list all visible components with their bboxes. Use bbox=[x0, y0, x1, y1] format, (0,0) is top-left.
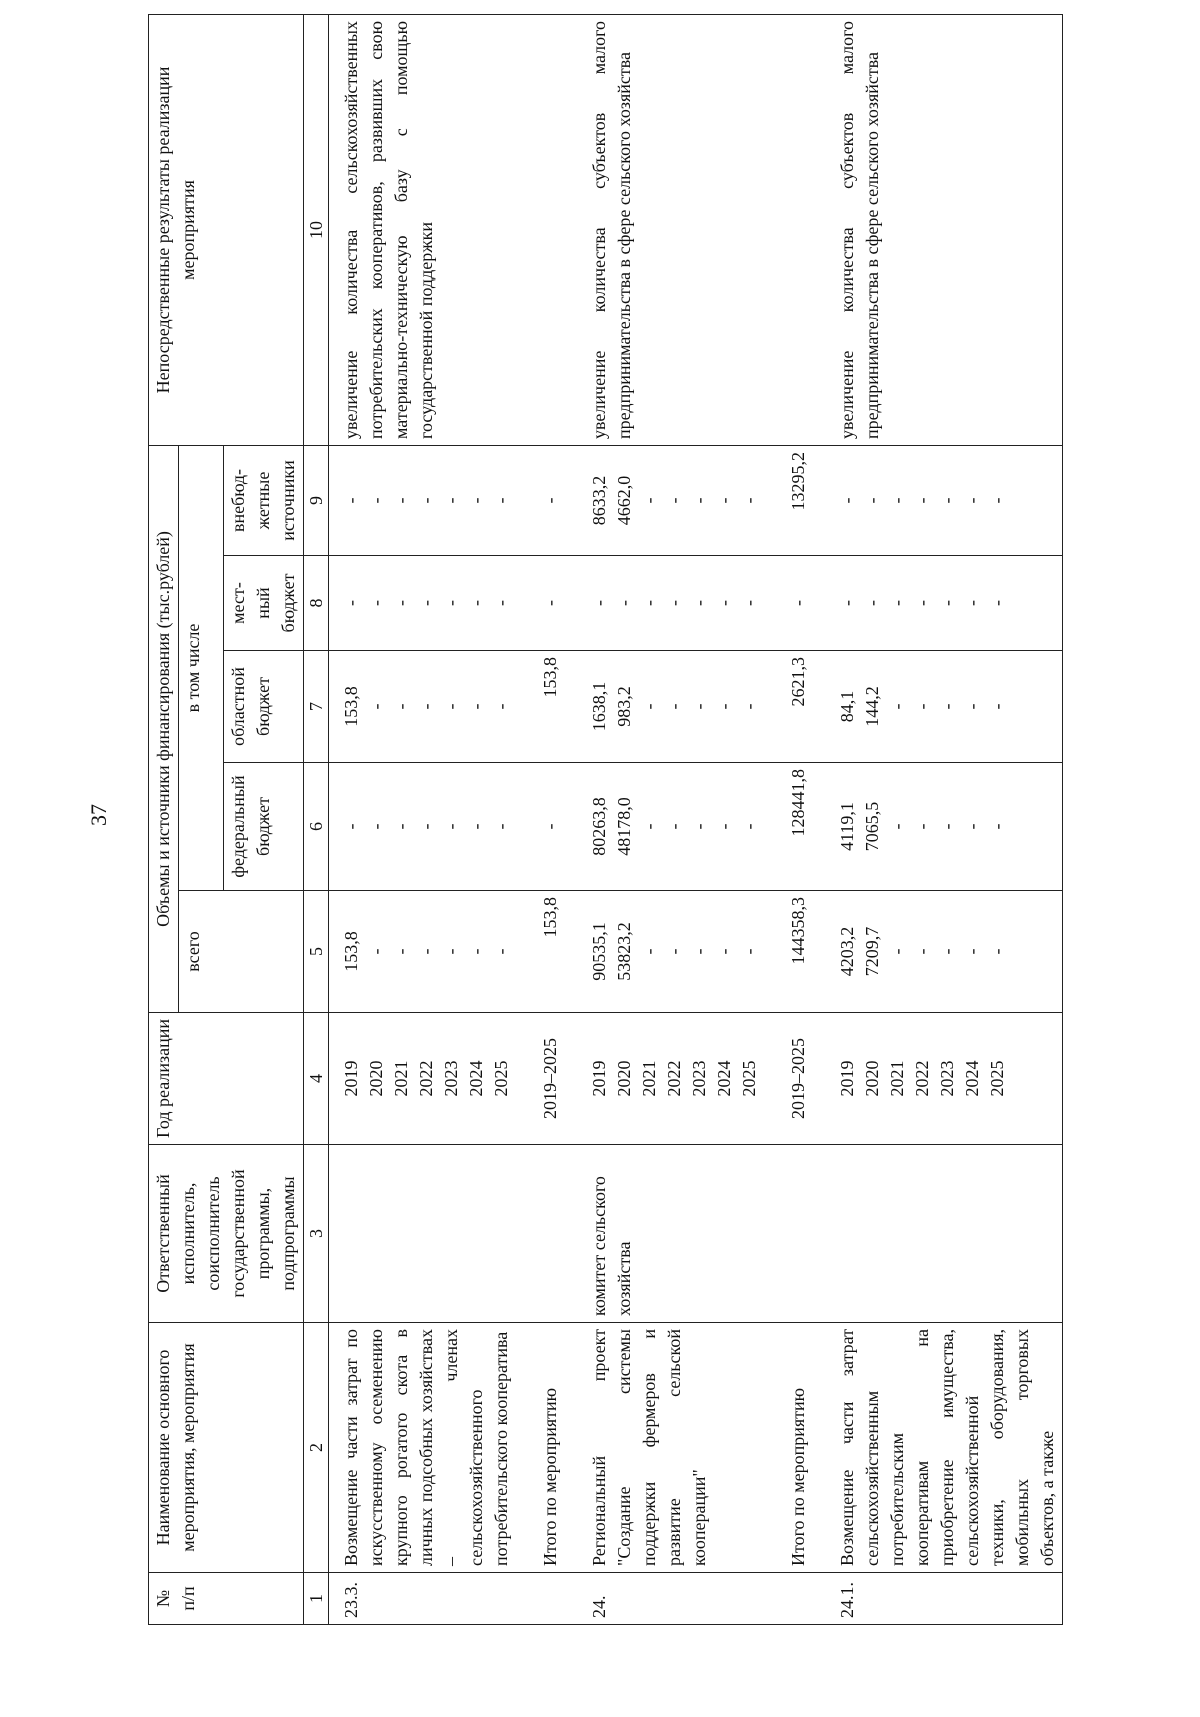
row-local: - - - - - - - bbox=[565, 556, 764, 651]
header-total: всего bbox=[179, 891, 304, 1013]
row-federal: 80263,8 48178,0 - - - - - bbox=[565, 763, 764, 891]
row-name: Итого по мероприятию bbox=[764, 1323, 813, 1573]
col-number: 10 bbox=[304, 14, 329, 445]
row-num bbox=[764, 1573, 813, 1625]
table-row bbox=[764, 14, 813, 1624]
col-number: 2 bbox=[304, 1323, 329, 1573]
row-extrabudget: 8633,2 4662,0 - - - - - bbox=[565, 445, 764, 555]
row-responsible bbox=[516, 1145, 565, 1323]
col-number: 9 bbox=[304, 445, 329, 555]
row-total: 153,8 bbox=[516, 891, 565, 1013]
row-num: 24.1. bbox=[813, 1573, 1063, 1625]
header-year: Год реализации bbox=[149, 1013, 304, 1145]
row-local: - - - - - - - bbox=[329, 556, 517, 651]
row-result: увеличение количества субъектов малого предпринимательства в сфере сельского хозяйства bbox=[565, 14, 764, 445]
header-including: в том числе bbox=[179, 445, 224, 890]
row-local: - - - - - - - bbox=[813, 556, 1063, 651]
row-federal: 4119,1 7065,5 - - - - - bbox=[813, 763, 1063, 891]
row-extrabudget: - - - - - - - bbox=[329, 445, 517, 555]
row-result bbox=[764, 14, 813, 445]
row-federal: 128441,8 bbox=[764, 763, 813, 891]
col-number: 8 bbox=[304, 556, 329, 651]
row-extrabudget: - bbox=[516, 445, 565, 555]
header-regional: областной бюджет bbox=[224, 651, 304, 763]
row-name: Итого по мероприятию bbox=[516, 1323, 565, 1573]
header-num: № п/п bbox=[149, 1573, 304, 1625]
row-years: 2019–2025 bbox=[764, 1013, 813, 1145]
row-result: увеличение количества сельскохозяйственных потребительских кооперативов, развивших свою материально-техническую базу с помощью государственной поддержки bbox=[329, 14, 517, 445]
row-name: Возмещение части затрат сельскохозяйственным потребительским кооперативам на приобретение имущества, сельскохозяйственной техники, оборудования, мобильных торговых объектов, а также bbox=[813, 1323, 1063, 1573]
row-years: 2019 2020 2021 2022 2023 2024 2025 bbox=[329, 1013, 517, 1145]
row-local: - bbox=[764, 556, 813, 651]
table-row bbox=[329, 14, 517, 1624]
header-result: Непосредственные результаты реализации мероприятия bbox=[149, 14, 304, 445]
col-number: 5 bbox=[304, 891, 329, 1013]
row-federal: - bbox=[516, 763, 565, 891]
col-number: 7 bbox=[304, 651, 329, 763]
header-responsible: Ответственный исполнитель, соисполнитель государственной программы, подпрограммы bbox=[149, 1145, 304, 1323]
table-row bbox=[813, 14, 1063, 1624]
header-name: Наименование основного мероприятия, мероприятия bbox=[149, 1323, 304, 1573]
row-local: - bbox=[516, 556, 565, 651]
row-num: 24. bbox=[565, 1573, 764, 1625]
row-years: 2019–2025 bbox=[516, 1013, 565, 1145]
row-result: увеличение количества субъектов малого предпринимательства в сфере сельского хозяйства bbox=[813, 14, 1063, 445]
row-result bbox=[516, 14, 565, 445]
row-years: 2019 2020 2021 2022 2023 2024 2025 bbox=[813, 1013, 1063, 1145]
rotated-sheet bbox=[148, 15, 1148, 1625]
row-extrabudget: 13295,2 bbox=[764, 445, 813, 555]
row-extrabudget: - - - - - - - bbox=[813, 445, 1063, 555]
table-row bbox=[565, 14, 764, 1624]
row-total: 4203,2 7209,7 - - - - - bbox=[813, 891, 1063, 1013]
row-num bbox=[516, 1573, 565, 1625]
row-years: 2019 2020 2021 2022 2023 2024 2025 bbox=[565, 1013, 764, 1145]
row-name: Возмещение части затрат по искусственному осеменению крупного рогатого скота в личных подсобных хозяйствах – членах сельскохозяйственного потребительского кооператива bbox=[329, 1323, 517, 1573]
table-row bbox=[516, 14, 565, 1624]
page-number: 37 bbox=[86, 804, 111, 826]
row-responsible bbox=[813, 1145, 1063, 1323]
row-total: 144358,3 bbox=[764, 891, 813, 1013]
row-responsible bbox=[764, 1145, 813, 1323]
header-local: мест- ный бюджет bbox=[224, 556, 304, 651]
header-federal: федеральный бюджет bbox=[224, 763, 304, 891]
row-num: 23.3. bbox=[329, 1573, 517, 1625]
col-number: 4 bbox=[304, 1013, 329, 1145]
financing-table bbox=[148, 14, 1063, 1625]
row-regional: 153,8 bbox=[516, 651, 565, 763]
col-number: 6 bbox=[304, 763, 329, 891]
row-regional: 2621,3 bbox=[764, 651, 813, 763]
col-number: 3 bbox=[304, 1145, 329, 1323]
row-responsible: комитет сельского хозяйства bbox=[565, 1145, 764, 1323]
row-regional: 1638,1 983,2 - - - - - bbox=[565, 651, 764, 763]
row-name: Региональный проект "Создание системы поддержки фермеров и развитие сельской кооперации" bbox=[565, 1323, 764, 1573]
row-regional: 84,1 144,2 - - - - - bbox=[813, 651, 1063, 763]
row-responsible bbox=[329, 1145, 517, 1323]
row-total: 153,8 - - - - - - bbox=[329, 891, 517, 1013]
header-financing: Объемы и источники финансирования (тыс.рублей) bbox=[149, 445, 179, 1012]
header-extrabudget: внебюд- жетные источники bbox=[224, 445, 304, 555]
col-number: 1 bbox=[304, 1573, 329, 1625]
row-federal: - - - - - - - bbox=[329, 763, 517, 891]
row-total: 90535,1 53823,2 - - - - - bbox=[565, 891, 764, 1013]
row-regional: 153,8 - - - - - - bbox=[329, 651, 517, 763]
